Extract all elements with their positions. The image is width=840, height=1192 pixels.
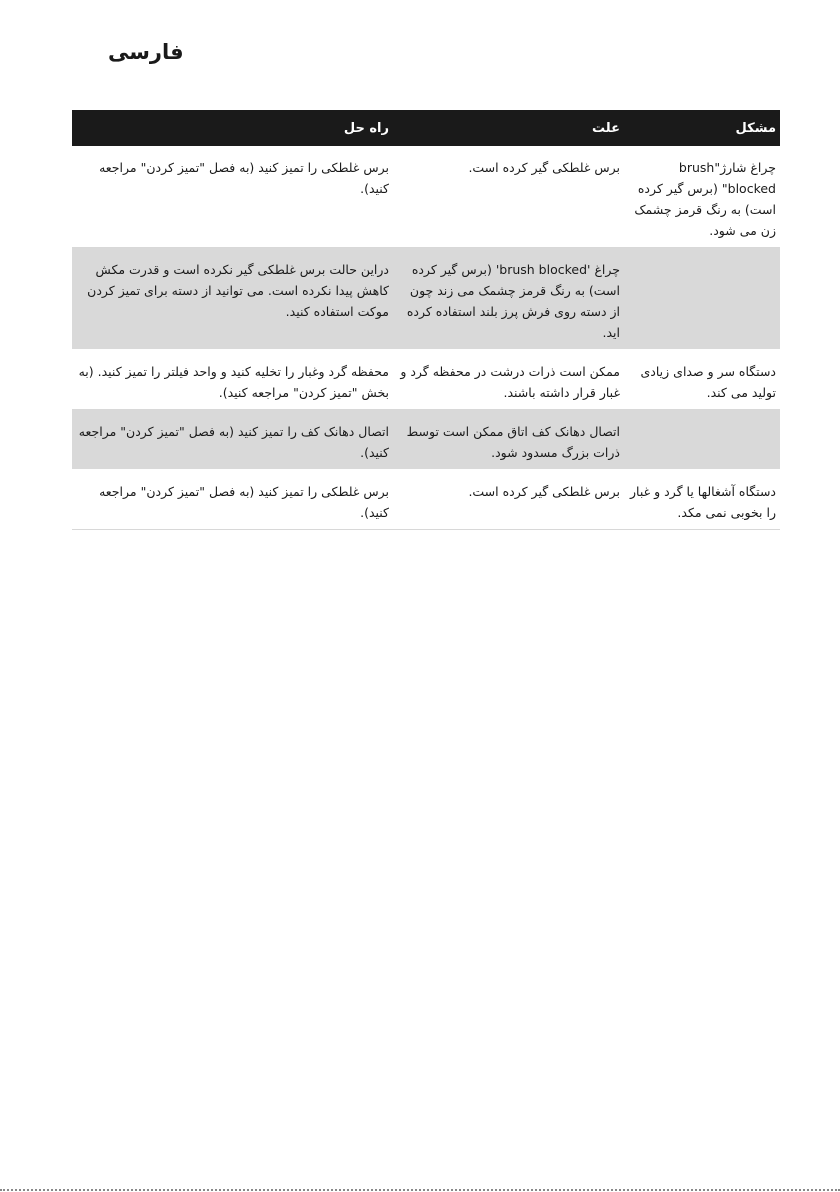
- cause-cell: چراغ 'brush blocked' (برس گیر کرده است) به رنگ قرمز چشمک می زند چون از دسته روی فرش پرز بلند استفاده کرده اید.: [393, 248, 624, 350]
- problem-cell: چراغ شارژ"brush blocked" (برس گیر کرده است) به رنگ قرمز چشمک زن می شود.: [624, 146, 780, 248]
- table-row: [72, 410, 780, 470]
- cause-cell: برس غلطکی گیر کرده است.: [393, 470, 624, 530]
- problem-cell: [624, 410, 780, 470]
- solution-cell: برس غلطکی را تمیز کنید (به فصل "تمیز کردن" مراجعه کنید).: [72, 146, 393, 248]
- header-solution: راه حل: [72, 110, 393, 146]
- header-cause: علت: [393, 110, 624, 146]
- header-problem: مشکل: [624, 110, 780, 146]
- page-bottom-divider: [0, 1189, 840, 1191]
- cause-cell: برس غلطکی گیر کرده است.: [393, 146, 624, 248]
- table-header-row: [72, 110, 780, 146]
- page-title: فارسی: [108, 40, 184, 64]
- table-row: [72, 350, 780, 410]
- solution-cell: برس غلطکی را تمیز کنید (به فصل "تمیز کردن" مراجعه کنید).: [72, 470, 393, 530]
- problem-cell: [624, 248, 780, 350]
- solution-cell: دراین حالت برس غلطکی گیر نکرده است و قدرت مکش کاهش پیدا نکرده است. می توانید از دسته برای تمیز کردن موکت استفاده کنید.: [72, 248, 393, 350]
- solution-cell: محفظه گرد وغبار را تخلیه کنید و واحد فیلتر را تمیز کنید. (به بخش "تمیز کردن" مراجعه کنید).: [72, 350, 393, 410]
- problem-cell: دستگاه آشغالها یا گرد و غبار را بخوبی نمی مکد.: [624, 470, 780, 530]
- table-row: [72, 146, 780, 248]
- troubleshooting-table: [72, 110, 780, 530]
- cause-cell: اتصال دهانک کف اتاق ممکن است توسط ذرات بزرگ مسدود شود.: [393, 410, 624, 470]
- solution-cell: اتصال دهانک کف را تمیز کنید (به فصل "تمیز کردن" مراجعه کنید).: [72, 410, 393, 470]
- cause-cell: ممکن است ذرات درشت در محفظه گرد و غبار قرار داشته باشند.: [393, 350, 624, 410]
- problem-cell: دستگاه سر و صدای زیادی تولید می کند.: [624, 350, 780, 410]
- table-row: [72, 470, 780, 530]
- table-row: [72, 248, 780, 350]
